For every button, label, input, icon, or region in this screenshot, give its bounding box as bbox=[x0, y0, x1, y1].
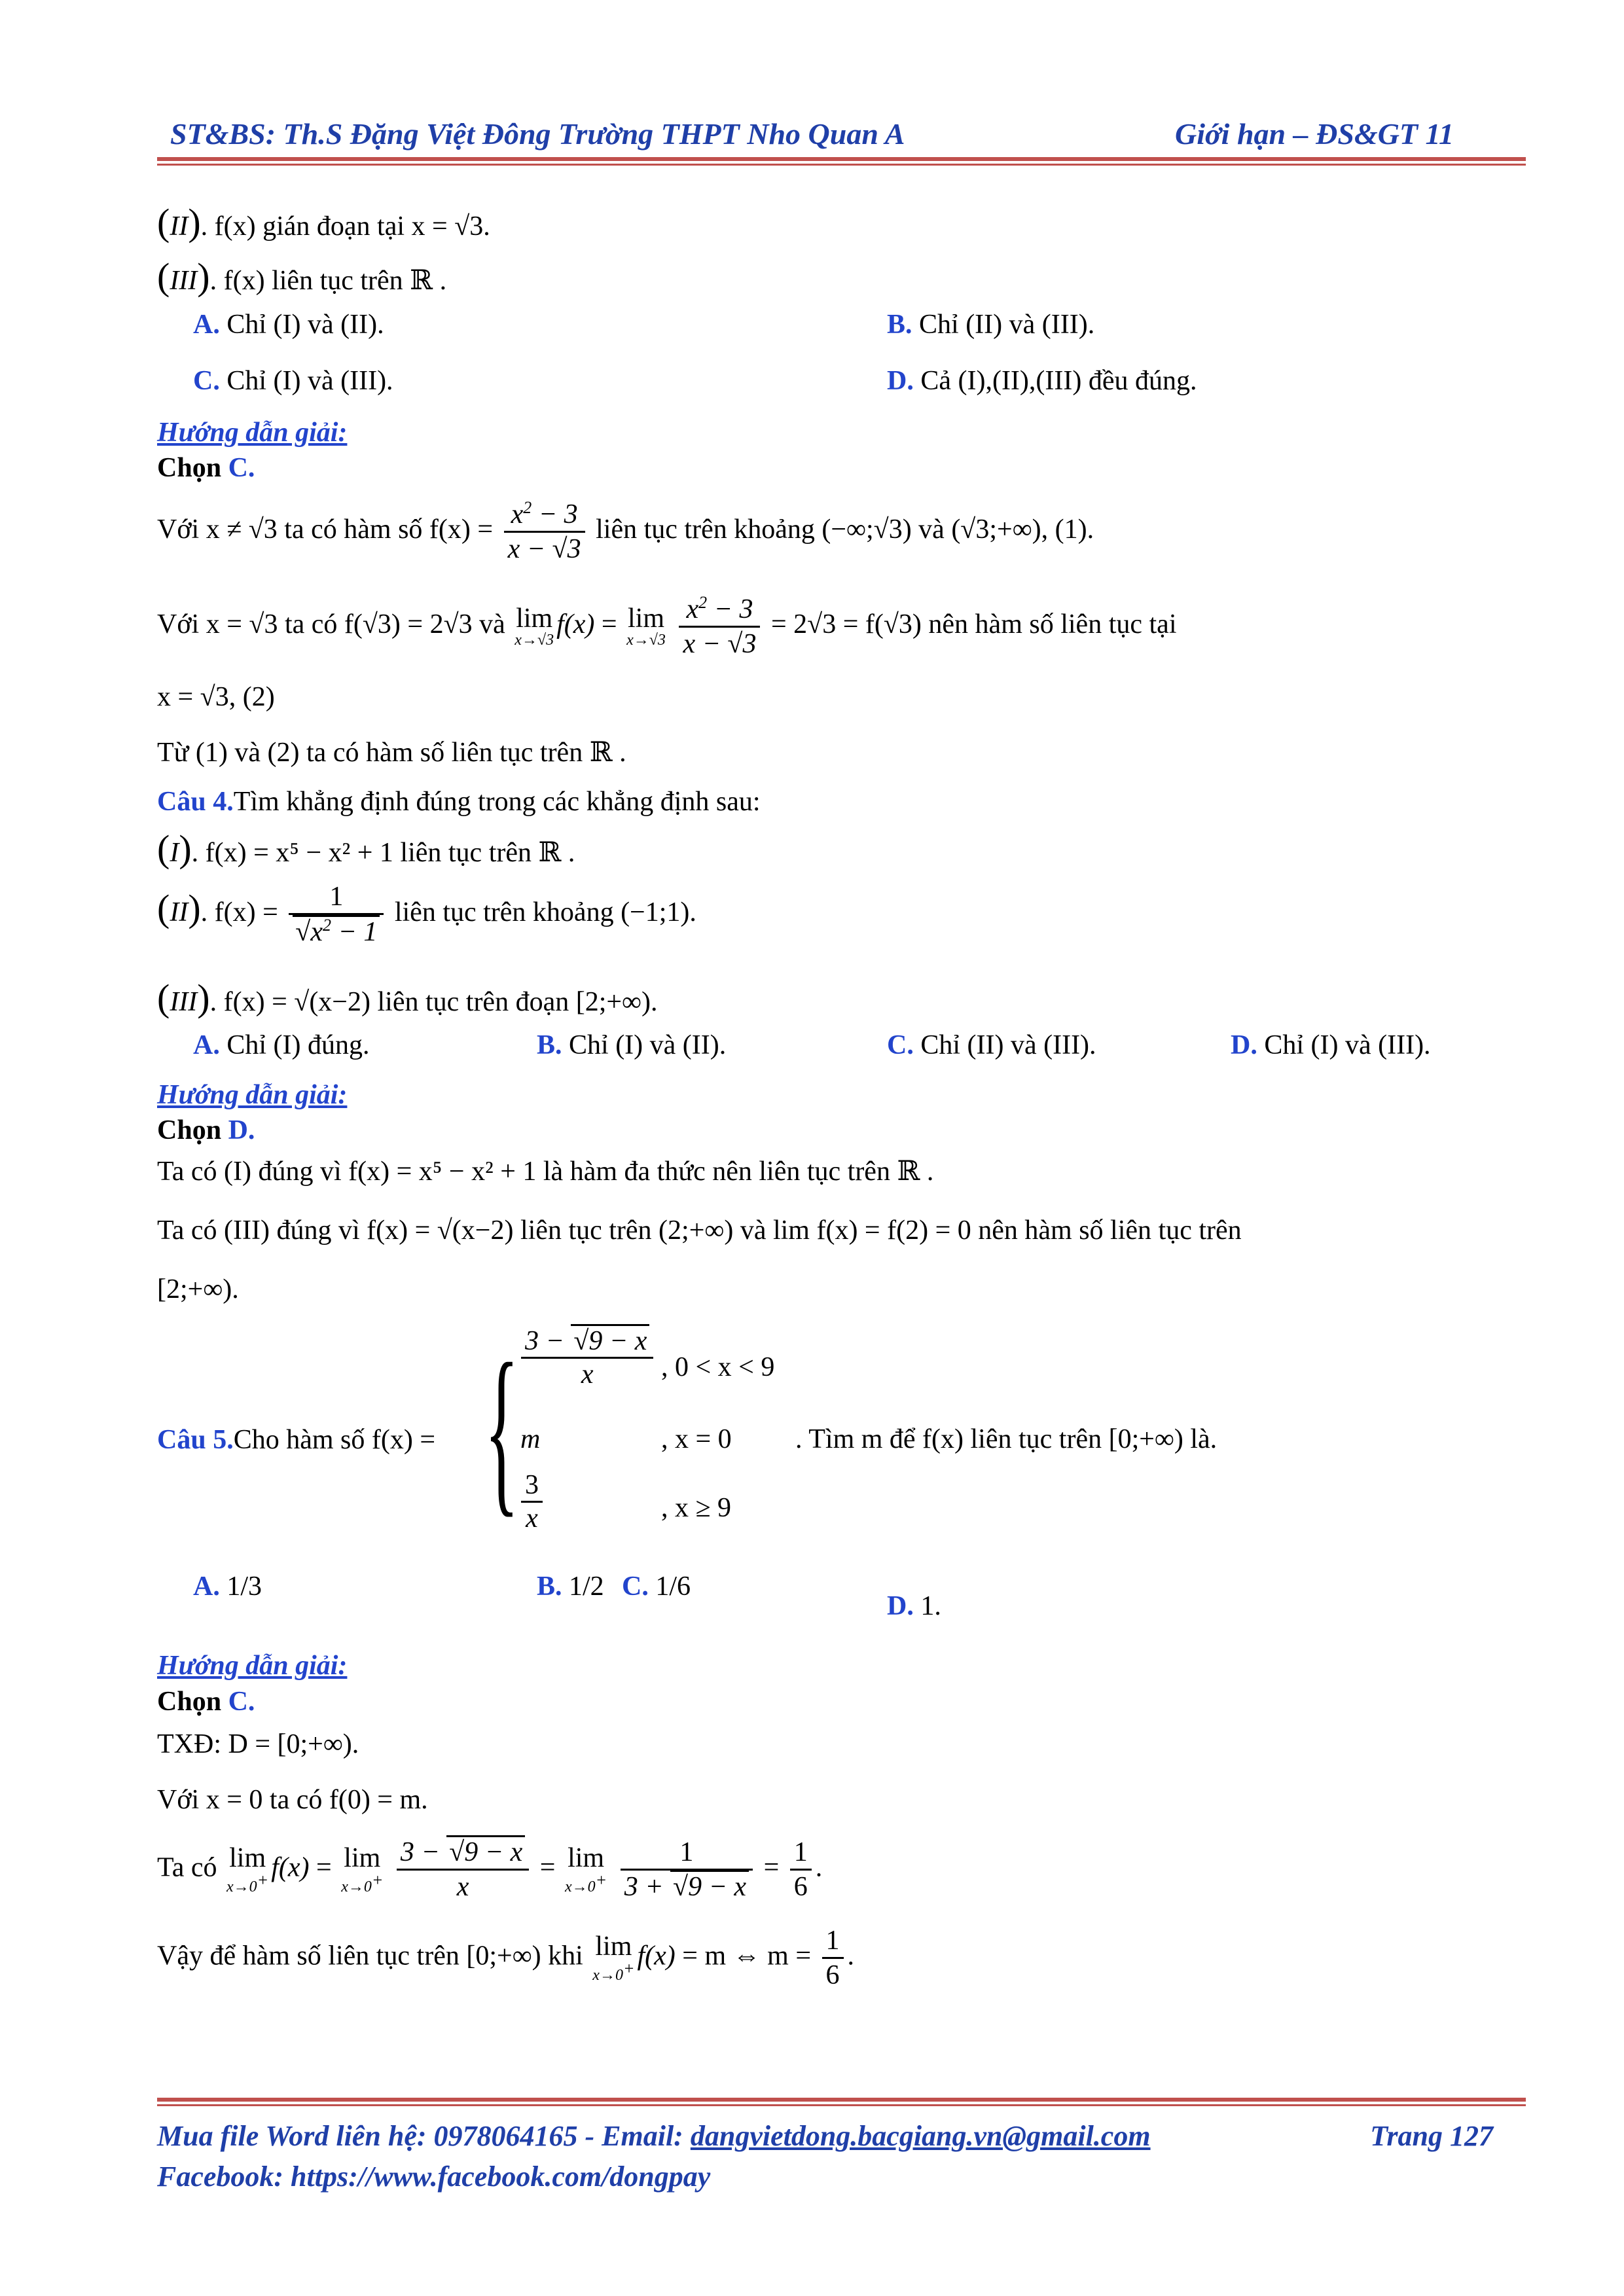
q5-case-1-expr: $\frac{3 - √9 - x}{x}$ bbox=[517, 1325, 657, 1390]
q5-case-2-cond: , x = 0 bbox=[661, 1424, 732, 1454]
header-rule bbox=[157, 157, 1526, 161]
q4-statement-1: (I). f(x) = x⁵ − x² + 1 liên tục trên ℝ . bbox=[157, 827, 575, 870]
q4-statement-3: (III). f(x) = √(x−2) liên tục trên đoạn [2;+∞). bbox=[157, 977, 658, 1019]
header-left: ST&BS: Th.S Đặng Việt Đông Trường THPT Nho Quan A bbox=[170, 117, 905, 151]
q5-brace: { bbox=[484, 1325, 519, 1533]
q3-statement-3: (III). f(x) liên tục trên ℝ . bbox=[157, 255, 447, 298]
q5-case-3-expr: $\frac{3}{x}$ bbox=[517, 1469, 547, 1534]
q3-statement-2: (II). f(x) gián đoạn tại x = √3. bbox=[157, 201, 490, 243]
q5-guide-heading: Hướng dẫn giải: bbox=[157, 1651, 348, 1681]
q5-case-3-cond: , x ≥ 9 bbox=[661, 1493, 732, 1523]
q4-guide-heading: Hướng dẫn giải: bbox=[157, 1080, 348, 1110]
q3-option-b: B. Chỉ (II) và (III). bbox=[887, 310, 1095, 340]
q3-option-a: A. Chỉ (I) và (II). bbox=[193, 310, 384, 340]
q5-option-a: A. 1/3 bbox=[193, 1571, 262, 1602]
q5-case-2-expr: m bbox=[520, 1424, 541, 1454]
footer-page-number: Trang 127 bbox=[1370, 2120, 1493, 2152]
q3-solution-2: Với x = √3 ta có f(√3) = 2√3 và lim x→√3 f(x) = lim x→√3 $\frac{x^2 - 3}{x - √3}$ = 2√3 = f(√3) nên hàm số liên tục tại bbox=[157, 593, 1177, 660]
q5-option-b: B. 1/2 bbox=[537, 1571, 604, 1602]
q4-solution-1: Ta có (I) đúng vì f(x) = x⁵ − x² + 1 là hàm đa thức nên liên tục trên ℝ . bbox=[157, 1157, 934, 1187]
footer-rule-thin bbox=[157, 2104, 1526, 2106]
q4-answer: Chọn D. bbox=[157, 1115, 255, 1145]
q5-answer: Chọn C. bbox=[157, 1687, 255, 1717]
q3-option-d: D. Cả (I),(II),(III) đều đúng. bbox=[887, 366, 1197, 396]
q3-guide-heading: Hướng dẫn giải: bbox=[157, 418, 348, 448]
footer-email-link[interactable]: dangvietdong.bacgiang.vn@gmail.com bbox=[690, 2120, 1151, 2152]
page-header bbox=[157, 110, 1467, 156]
q5-case-1-cond: , 0 < x < 9 bbox=[661, 1352, 775, 1382]
q4-solution-3: [2;+∞). bbox=[157, 1274, 239, 1304]
q4-option-d: D. Chỉ (I) và (III). bbox=[1231, 1030, 1431, 1060]
q5-solution-2: Với x = 0 ta có f(0) = m. bbox=[157, 1785, 428, 1815]
header-rule-thin bbox=[157, 164, 1526, 166]
q5-question-tail: . Tìm m để f(x) liên tục trên [0;+∞) là. bbox=[795, 1424, 1218, 1454]
footer-line-1: Mua file Word liên hệ: 0978064165 - Email: dangvietdong.bacgiang.vn@gmail.com bbox=[157, 2120, 1151, 2152]
q4-question: Câu 4.Tìm khẳng định đúng trong các khẳng định sau: bbox=[157, 787, 761, 817]
footer-rule bbox=[157, 2098, 1526, 2102]
footer-facebook-link[interactable]: Facebook: https://www.facebook.com/dongpay bbox=[157, 2161, 711, 2193]
fraction: $\frac{x^2 - 3}{x - √3}$ bbox=[504, 497, 585, 566]
q4-solution-2: Ta có (III) đúng vì f(x) = √(x−2) liên tục trên (2;+∞) và lim f(x) = f(2) = 0 nên hàm số liên tục trên bbox=[157, 1215, 1242, 1246]
header-right: Giới hạn – ĐS&GT 11 bbox=[1175, 117, 1454, 151]
q4-option-b: B. Chỉ (I) và (II). bbox=[537, 1030, 727, 1060]
q3-option-c: C. Chỉ (I) và (III). bbox=[193, 366, 393, 396]
q5-option-c: C. 1/6 bbox=[622, 1571, 691, 1602]
q4-option-a: A. Chỉ (I) đúng. bbox=[193, 1030, 370, 1060]
q5-solution-4: Vậy để hàm số liên tục trên [0;+∞) khi lim x→0+ f(x) = m ⇔ m = $\frac{1}{6}$ . bbox=[157, 1926, 855, 1991]
q3-answer: Chọn C. bbox=[157, 453, 255, 483]
q5-solution-3: Ta có lim x→0+ f(x) = lim x→0+ $\frac{3 - √9 - x}{x}$ = lim x→0+ $\frac{1}{3 + √9 - x}$ = $\frac{1}{6}$ . bbox=[157, 1836, 822, 1904]
q3-solution-1: Với x ≠ √3 ta có hàm số f(x) = $\frac{x^2 - 3}{x - √3}$ liên tục trên khoảng (−∞;√3) và (√3;+∞), (1). bbox=[157, 497, 1094, 566]
q5-question-lead: Câu 5.Cho hàm số f(x) = bbox=[157, 1425, 436, 1455]
q4-option-c: C. Chỉ (II) và (III). bbox=[887, 1030, 1096, 1060]
q4-statement-2: (II). f(x) = $\frac{1}{√x^2 - 1}$ liên tục trên khoảng (−1;1). bbox=[157, 882, 696, 948]
q3-solution-4: Từ (1) và (2) ta có hàm số liên tục trên ℝ . bbox=[157, 738, 626, 768]
q5-option-d: D. 1. bbox=[887, 1591, 941, 1621]
q3-solution-3: x = √3, (2) bbox=[157, 682, 275, 712]
q5-solution-1: TXĐ: D = [0;+∞). bbox=[157, 1729, 359, 1759]
